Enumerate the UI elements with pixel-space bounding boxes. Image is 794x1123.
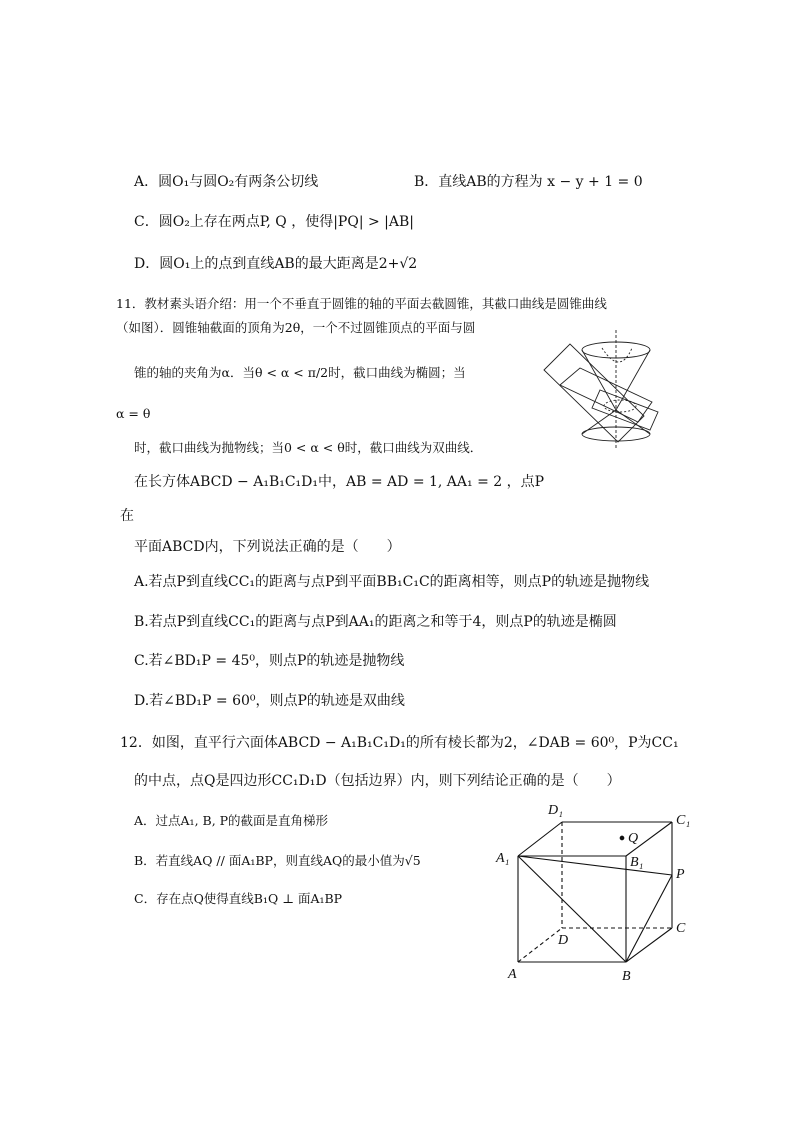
label-a: A [508,967,517,982]
q12-line2: 的中点，点Q是四边形CC₁D₁D（包括边界）内，则下列结论正确的是（ ） [134,773,621,789]
q11-line6: 在长方体ABCD − A₁B₁C₁D₁中，AB = AD = 1, AA₁ = 2 ，点P [134,474,545,490]
q12-line1: 12．如图，直平行六面体ABCD − A₁B₁C₁D₁的所有棱长都为2，∠DAB = 60⁰，P为CC₁ [120,735,679,751]
label-c1: C₁ [676,813,691,828]
q11-line2: （如图）．圆锥轴截面的顶角为2θ，一个不过圆锥顶点的平面与圆 [116,320,476,335]
q11-line1: 11．教材素头语介绍：用一个不垂直于圆锥的轴的平面去截圆锥，其截口曲线是圆锥曲线 [116,296,607,311]
label-b: B [622,969,631,984]
q11-option-b: B.若点P到直线CC₁的距离与点P到AA₁的距离之和等于4，则点P的轨迹是椭圆 [134,614,617,630]
q10-option-d: D．圆O₁上的点到直线AB的最大距离是2+√2 [134,256,418,272]
q11-option-a: A.若点P到直线CC₁的距离与点P到平面BB₁C₁C的距离相等，则点P的轨迹是抛物线 [134,574,650,590]
q10-option-c: C．圆O₂上存在两点P, Q ，使得|PQ| > |AB| [134,214,415,230]
q11-line5: 时，截口曲线为抛物线；当0 < α < θ时，截口曲线为双曲线． [134,440,483,455]
label-a1: A₁ [496,851,510,866]
q10-option-b: B．直线AB的方程为 x − y + 1 = 0 [414,174,643,190]
label-p: P [676,867,685,882]
q12-option-c: C．存在点Q使得直线B₁Q ⊥ 面A₁BP [134,891,343,906]
q11-line3: 锥的轴的夹角为α．当θ < α < π/2时，截口曲线为椭圆；当 [134,365,466,380]
q11-line8: 平面ABCD内，下列说法正确的是（ ） [134,539,401,555]
label-c: C [676,921,686,936]
q11-option-c: C.若∠BD₁P = 45⁰，则点P的轨迹是抛物线 [134,653,405,669]
q10-option-a: A．圆O₁与圆O₂有两条公切线 [134,174,319,190]
q11-line4: α = θ [116,406,151,421]
label-q: Q [628,831,639,846]
parallelepiped-figure [488,792,708,992]
cone-section-figure [540,330,680,450]
q12-option-a: A．过点A₁, B, P的截面是直角梯形 [134,813,329,828]
label-d: D [558,933,569,948]
label-b1: B₁ [630,855,644,870]
q11-line7: 在 [120,508,134,524]
q12-option-b: B．若直线AQ // 面A₁BP，则直线AQ的最小值为√5 [134,853,421,868]
label-d1: D₁ [548,803,563,818]
q11-option-d: D.若∠BD₁P = 60⁰，则点P的轨迹是双曲线 [134,693,405,709]
